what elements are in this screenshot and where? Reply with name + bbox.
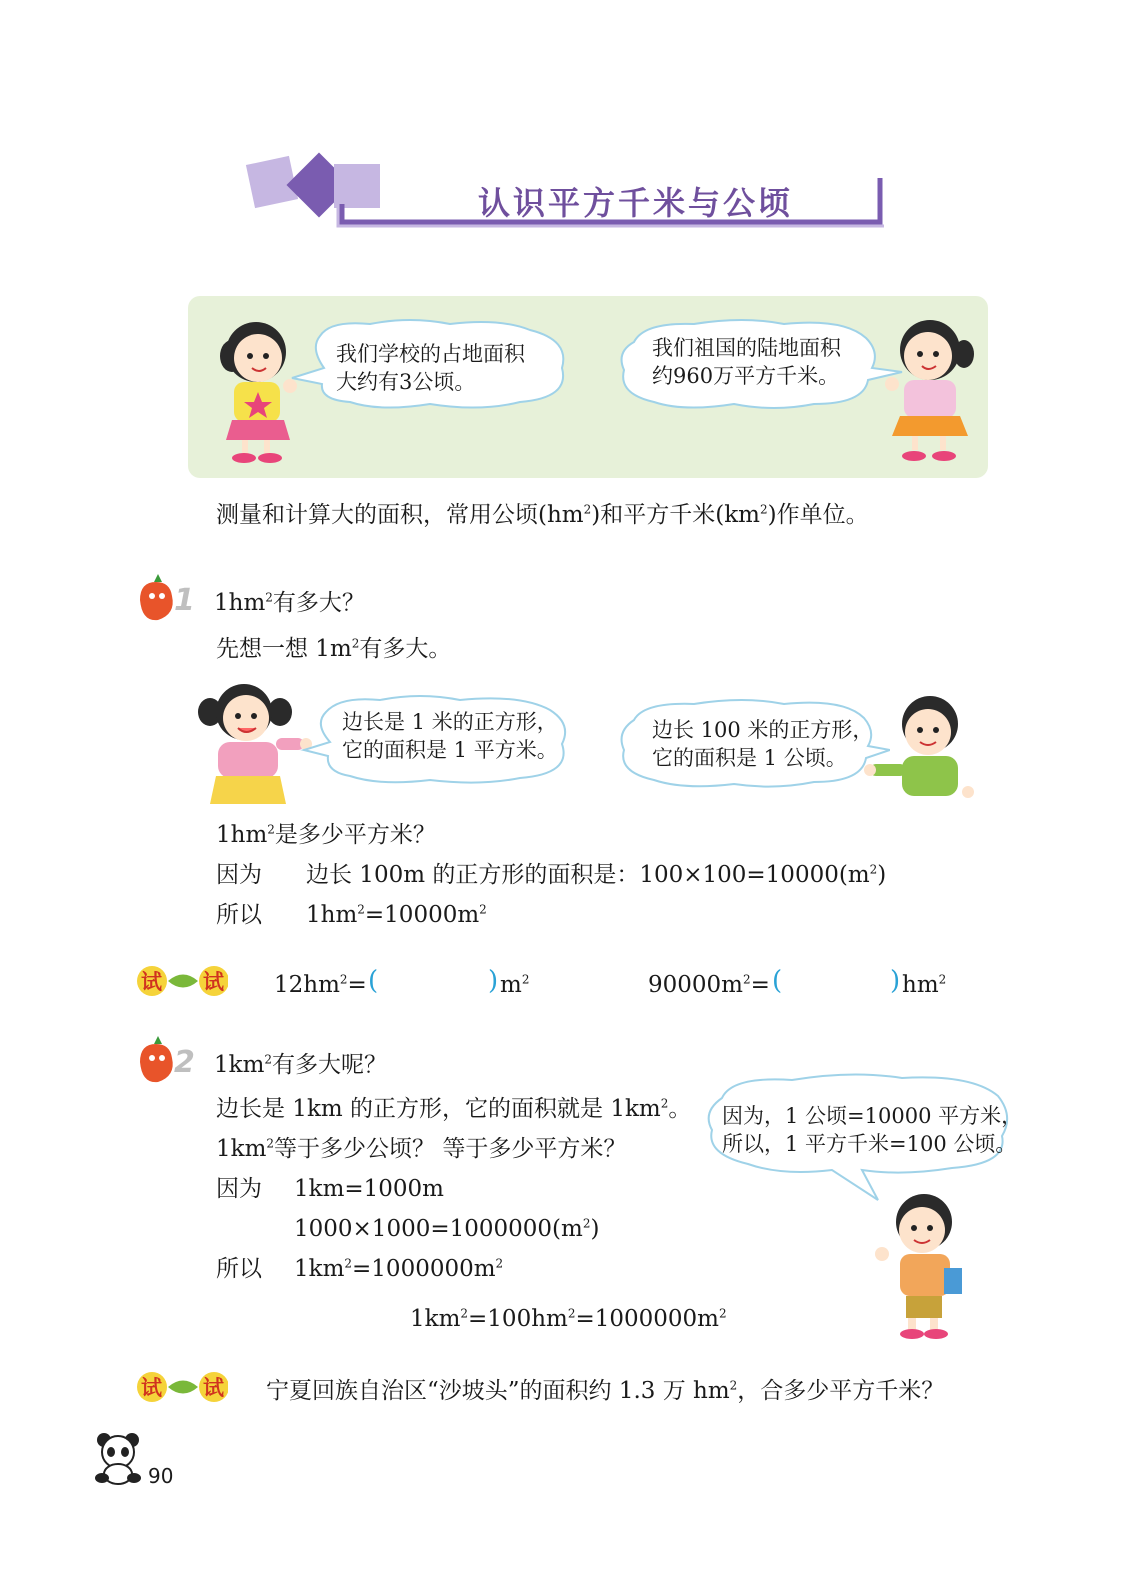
because-label: 因为: [216, 862, 262, 888]
try1-left-unit: $m^2$: [500, 972, 530, 998]
bubble-text-right: 边长 100 米的正方形， 它的面积是 1 公顷。: [652, 718, 874, 770]
panda-icon: [92, 1430, 144, 1486]
because-text: 边长 100m 的正方形的面积是：$100\times 100=10000(m^2)$: [306, 862, 887, 888]
svg-text:1: 1: [174, 583, 195, 618]
so-text: $1hm^2=10000m^2$: [306, 902, 487, 928]
girl-illustration: [878, 312, 982, 468]
summary-equation: $1km^2=100hm^2=1000000m^2$: [410, 1306, 727, 1332]
answer-close-paren: ): [488, 966, 499, 996]
try1-right: $90000m^2=$: [648, 972, 770, 998]
girl-illustration: [204, 312, 300, 468]
answer-open-paren: (: [368, 966, 379, 996]
because-label: 因为: [216, 1176, 262, 1202]
answer-close-paren: ): [890, 966, 901, 996]
example1-question: $1hm^2$有多大？: [214, 590, 365, 616]
example2-line1: 边长是 1km 的正方形，它的面积就是 $1km^2$。: [216, 1096, 692, 1122]
intro-note: 测量和计算大的面积，常用公顷$(hm^2)$和平方千米$(km^2)$作单位。: [216, 502, 869, 528]
because-line1: 1km=1000m: [294, 1176, 444, 1202]
svg-text:试: 试: [141, 1376, 162, 1400]
bubble-text-left: 边长是 1 米的正方形， 它的面积是 1 平方米。: [342, 710, 558, 762]
boy-illustration: [862, 690, 982, 814]
try1-right-unit: $hm^2$: [902, 972, 947, 998]
svg-text:2: 2: [174, 1045, 195, 1080]
answer-blank[interactable]: [784, 968, 888, 1000]
example2-line2: $1km^2$等于多少公顷？ 等于多少平方米？: [216, 1136, 627, 1162]
bubble-text-left: 我们学校的占地面积 大约有3公顷。: [336, 342, 525, 394]
bubble-text: 因为，1 公顷=10000 平方米， 所以，1 平方千米=100 公顷。: [722, 1104, 1023, 1156]
answer-open-paren: (: [772, 966, 783, 996]
try-badge: [136, 1370, 228, 1404]
so-text: $1km^2=1000000m^2$: [294, 1256, 504, 1282]
page-title: 认识平方千米与公顷: [478, 184, 794, 222]
try2-text: 宁夏回族自治区“沙坡头”的面积约 1.3 万 $hm^2$，合多少平方千米？: [266, 1378, 945, 1404]
svg-text:试: 试: [203, 970, 224, 994]
so-label: 所以: [216, 1256, 262, 1282]
girl-illustration: [196, 682, 314, 810]
so-label: 所以: [216, 902, 262, 928]
boy-illustration: [872, 1192, 972, 1340]
because-line2: $1000\times 1000=1000000(m^2)$: [294, 1216, 600, 1242]
answer-blank[interactable]: [380, 968, 486, 1000]
bubble-text-right: 我们祖国的陆地面积 约960万平方千米。: [652, 336, 841, 388]
svg-text:试: 试: [141, 970, 162, 994]
example1-think: 先想一想 $1m^2$有多大。: [216, 636, 452, 662]
svg-text:试: 试: [203, 1376, 224, 1400]
example-number-badge: [136, 574, 208, 624]
example-number-badge: [136, 1036, 208, 1086]
example2-question: $1km^2$有多大呢？: [214, 1052, 388, 1078]
page-number: 90: [148, 1464, 174, 1488]
try-badge: [136, 964, 228, 998]
example1-ask: $1hm^2$是多少平方米？: [216, 822, 436, 848]
try1-left: $12hm^2=$: [274, 972, 367, 998]
